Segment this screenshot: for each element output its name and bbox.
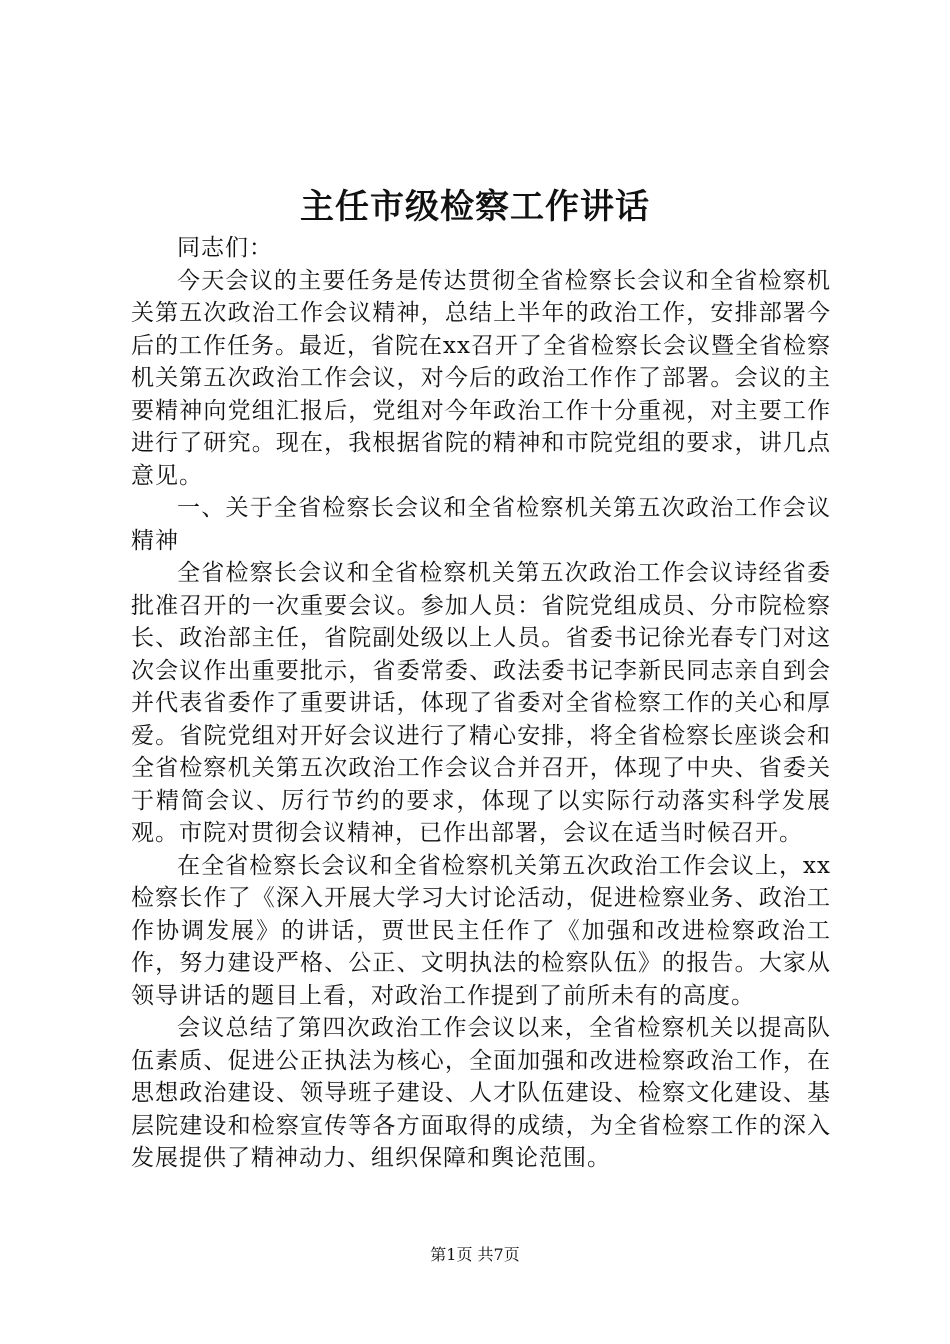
page-number-footer: 第1页 共7页 bbox=[430, 1245, 520, 1264]
section-heading-1: 一、关于全省检察长会议和全省检察机关第五次政治工作会议精神 bbox=[131, 495, 831, 554]
salutation: 同志们： bbox=[177, 235, 273, 261]
paragraph-meeting-overview: 全省检察长会议和全省检察机关第五次政治工作会议诗经省委批准召开的一次重要会议。参加人员：省院党组成员、分市院检察长、政治部主任，省院副处级以上人员。省委书记徐光春专门对这次会议作出重要批示，省委常委、政法委书记李新民同志亲自到会并代表省委作了重要讲话，体现了省委对全省检察工作的关心和厚爱。省院党组对开好会议进行了精心安排，将全省检察长座谈会和全省检察机关第五次政治工作会议合并召开，体现了中央、省委关于精简会议、厉行节约的要求，体现了以实际行动落实科学发展观。市院对贯彻会议精神，已作出部署，会议在适当时候召开。 bbox=[131, 560, 831, 846]
document-title: 主任市级检察工作讲话 bbox=[300, 187, 650, 227]
paragraph-intro: 今天会议的主要任务是传达贯彻全省检察长会议和全省检察机关第五次政治工作会议精神，总结上半年的政治工作，安排部署今后的工作任务。最近，省院在xx召开了全省检察长会议暨全省检察机关第五次政治工作会议，对今后的政治工作作了部署。会议的主要精神向党组汇报后，党组对今年政治工作十分重视，对主要工作进行了研究。现在，我根据省院的精神和市院党组的要求，讲几点意见。 bbox=[131, 267, 831, 489]
paragraph-speeches: 在全省检察长会议和全省检察机关第五次政治工作会议上，xx检察长作了《深入开展大学习大讨论活动，促进检察业务、政治工作协调发展》的讲话，贾世民主任作了《加强和改进检察政治工作，努力建设严格、公正、文明执法的检察队伍》的报告。大家从领导讲话的题目上看，对政治工作提到了前所未有的高度。 bbox=[131, 852, 831, 1009]
paragraph-achievements: 会议总结了第四次政治工作会议以来，全省检察机关以提高队伍素质、促进公正执法为核心，全面加强和改进检察政治工作，在思想政治建设、领导班子建设、人才队伍建设、检察文化建设、基层院建设和检察宣传等各方面取得的成绩，为全省检察工作的深入发展提供了精神动力、组织保障和舆论范围。 bbox=[131, 1015, 831, 1171]
document-body bbox=[131, 232, 831, 1175]
